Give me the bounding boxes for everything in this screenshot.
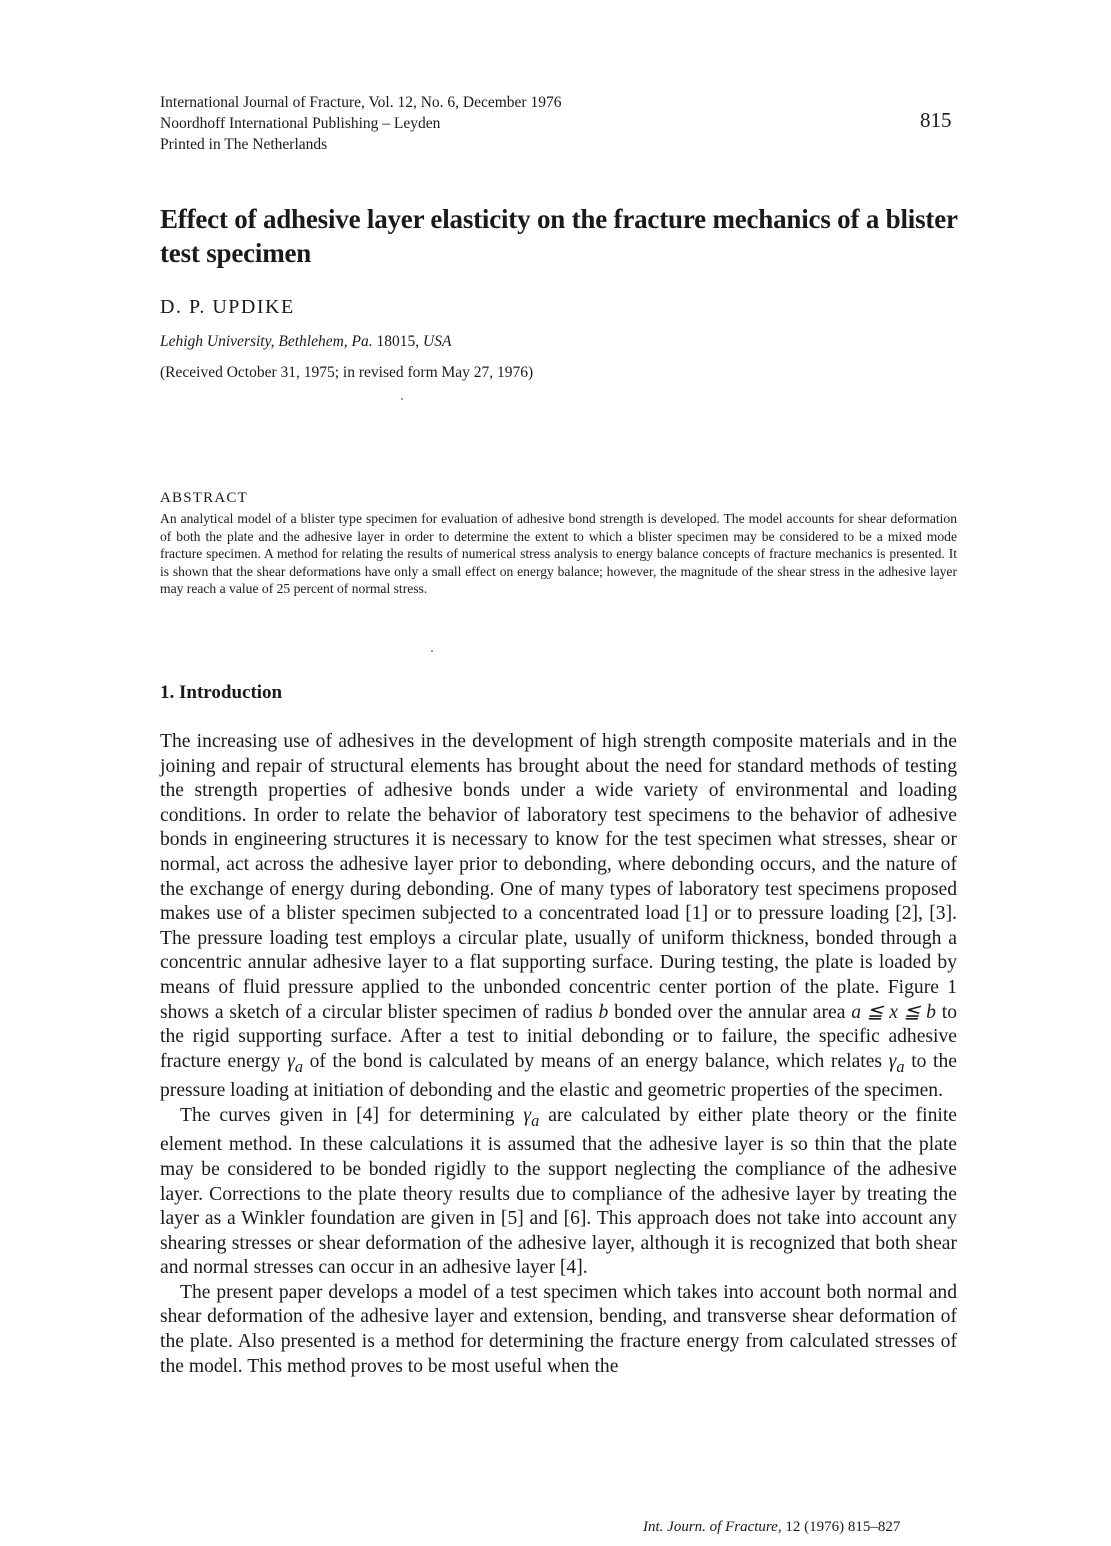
gamma-subscript: a	[294, 1056, 303, 1076]
paper-title: Effect of adhesive layer elasticity on the fracture mechanics of a blister test specimen	[160, 204, 958, 268]
paragraph-3: The present paper develops a model of a test specimen which takes into account both normal and shear deformation of the adhesive layer and extension, bending, and transverse shear deformation of the plate. Also presented is a method for determining the fracture energy from calculated stresses of the model. This method proves to be most useful when the	[160, 1281, 957, 1377]
publisher-line: Noordhoff International Publishing – Leyden	[160, 115, 441, 132]
p1-text-2: bonded over the annular area	[608, 1001, 852, 1023]
footer-journal: Int. Journ. of Fracture,	[643, 1519, 782, 1535]
scan-speck	[431, 650, 433, 652]
math-gamma-a	[287, 1050, 303, 1076]
gamma-symbol: γ	[523, 1104, 532, 1126]
introduction-body	[160, 730, 957, 1379]
abstract-text: An analytical model of a blister type specimen for evaluation of adhesive bond strength is developed. The model accounts for shear deformation of both the plate and the adhesive layer in order to determine the extent to which a blister specimen may be considered to be a mixed mode fracture specimen. A method for relating the results of numerical stress analysis to energy balance concepts of fracture mechanics is presented. It is shown that the shear deformations have only a small effect on energy balance; however, the magnitude of the shear stress in the adhesive layer may reach a value of 25 percent of normal stress.	[160, 511, 957, 597]
journal-header	[160, 92, 960, 155]
journal-line: International Journal of Fracture, Vol. 12, No. 6, December 1976	[160, 94, 562, 111]
section-heading-introduction: 1. Introduction	[160, 682, 283, 703]
scan-speck	[401, 398, 403, 400]
footer-citation: 12 (1976) 815–827	[781, 1519, 901, 1535]
author-name: D. P. UPDIKE	[160, 296, 295, 318]
affiliation-zip: 18015,	[372, 333, 424, 350]
p2-text-1: The curves given in [4] for determining	[180, 1104, 524, 1126]
math-gamma-a	[888, 1050, 905, 1076]
abstract-heading: ABSTRACT	[160, 490, 248, 506]
p1-text-3: to the rigid supporting surface. After a test to initial debonding or to failure, the specific adhesive fracture energy	[160, 1001, 957, 1072]
printed-line: Printed in The Netherlands	[160, 136, 328, 153]
page-footer	[643, 1519, 900, 1536]
p1-text-5: to the pressure loading at initiation of debonding and the elastic and geometric properties of the specimen.	[160, 1050, 957, 1102]
gamma-symbol: γ	[888, 1050, 897, 1072]
p2-text-2: are calculated by either plate theory or the finite element method. In these calculations it is assumed that the adhesive layer is so thin that the plate may be considered to be bonded rigidly to the support neglecting the compliance of the adhesive layer. Corrections to the plate theory results due to compliance of the adhesive layer by treating the layer as a Winkler foundation are given in [5] and [6]. This approach does not take into account any shearing stresses or shear deformation of the adhesive layer, although it is recognized that both shear and normal stresses can occur in an adhesive layer [4].	[160, 1104, 957, 1279]
gamma-subscript: a	[896, 1056, 905, 1076]
received-date: (Received October 31, 1975; in revised form May 27, 1976)	[160, 364, 534, 381]
affiliation-institution: Lehigh University, Bethlehem, Pa.	[160, 333, 373, 350]
page-number: 815	[920, 108, 952, 132]
gamma-symbol: γ	[287, 1050, 295, 1072]
paragraph-1	[160, 730, 957, 1104]
p1-text-4: of the bond is calculated by means of an energy balance, which relates	[303, 1050, 889, 1072]
math-radius-b: b	[598, 1001, 609, 1023]
affiliation-country: USA	[423, 333, 452, 350]
math-inequality: a ≦ x ≦ b	[851, 1001, 936, 1023]
paragraph-2	[160, 1104, 957, 1281]
author-affiliation	[160, 333, 451, 351]
math-gamma-a	[523, 1104, 540, 1130]
gamma-subscript: a	[531, 1110, 540, 1130]
p1-text-1: The increasing use of adhesives in the development of high strength composite materials and in the joining and repair of structural elements has brought about the need for standard methods of testing the strength properties of adhesive bonds under a wide variety of environmental and loading conditions. In order to relate the behavior of laboratory test specimens to the behavior of adhesive bonds in engineering structures it is necessary to know for the test specimen what stresses, shear or normal, act across the adhesive layer prior to debonding, where debonding occurs, and the nature of the exchange of energy during debonding. One of many types of laboratory test specimens proposed makes use of a blister specimen subjected to a concentrated load [1] or to pressure loading [2], [3]. The pressure loading test employs a circular plate, usually of uniform thickness, bonded through a concentric annular adhesive layer to a flat supporting surface. During testing, the plate is loaded by means of fluid pressure applied to the unbonded concentric center portion of the plate. Figure 1 shows a sketch of a circular blister specimen of radius	[160, 731, 957, 1023]
